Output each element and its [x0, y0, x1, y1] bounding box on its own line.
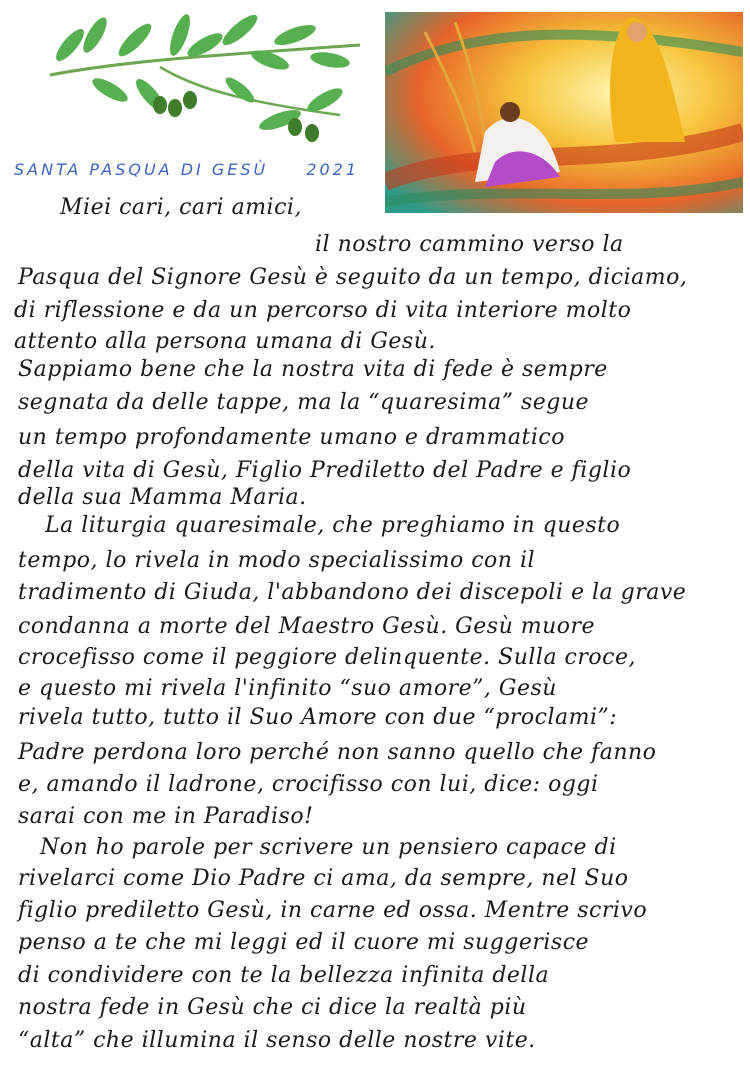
letter-line: penso a te che mi leggi ed il cuore mi suggerisce — [18, 930, 590, 955]
letter-line: il nostro cammino verso la — [315, 232, 624, 257]
letter-line: condanna a morte del Maestro Gesù. Gesù muore — [18, 614, 596, 639]
greeting: Miei cari, cari amici, — [60, 195, 302, 220]
letter-header — [14, 160, 359, 179]
letter-line: Sappiamo bene che la nostra vita di fede è sempre — [18, 357, 608, 382]
letter-line: un tempo profondamente umano e drammatico — [18, 425, 565, 450]
letter-line: e, amando il ladrone, crocifisso con lui, dice: oggi — [18, 772, 599, 797]
letter-line: segnata da delle tappe, ma la “quaresima” segue — [18, 390, 590, 415]
letter-line: rivela tutto, tutto il Suo Amore con due “proclami”: — [18, 705, 618, 730]
letter-line: figlio prediletto Gesù, in carne ed ossa. Mentre scrivo — [18, 898, 648, 923]
letter-line: sarai con me in Paradiso! — [18, 804, 314, 829]
olive-branch-illustration — [40, 5, 365, 145]
letter-line: di condividere con te la bellezza infinita della — [18, 963, 550, 988]
letter-line: crocefisso come il peggiore delinquente. Sulla croce, — [18, 645, 636, 670]
letter-line: tempo, lo rivela in modo specialissimo con il — [18, 548, 536, 573]
letter-line: e questo mi rivela l'infinito “suo amore”, Gesù — [18, 676, 557, 701]
letter-line: di riflessione e da un percorso di vita interiore molto — [14, 298, 632, 323]
letter-line: tradimento di Giuda, l'abbandono dei discepoli e la grave — [18, 580, 687, 605]
letter-line: rivelarci come Dio Padre ci ama, da sempre, nel Suo — [18, 866, 629, 891]
header-year: 2021 — [306, 160, 360, 179]
easter-painting-image — [385, 12, 743, 213]
header-title: SANTA PASQUA DI GESÙ — [14, 160, 269, 179]
letter-line: attento alla persona umana di Gesù. — [14, 329, 436, 354]
letter-line: La liturgia quaresimale, che preghiamo in questo — [45, 513, 621, 538]
letter-line: nostra fede in Gesù che ci dice la realtà più — [18, 995, 527, 1020]
letter-line: della vita di Gesù, Figlio Prediletto del Padre e figlio — [18, 458, 632, 483]
letter-line: “alta” che illumina il senso delle nostre vite. — [18, 1028, 536, 1053]
letter-line: Non ho parole per scrivere un pensiero capace di — [40, 835, 617, 860]
letter-line: Pasqua del Signore Gesù è seguito da un tempo, diciamo, — [18, 265, 688, 290]
letter-line: della sua Mamma Maria. — [18, 485, 307, 510]
letter-line: Padre perdona loro perché non sanno quello che fanno — [18, 740, 657, 765]
